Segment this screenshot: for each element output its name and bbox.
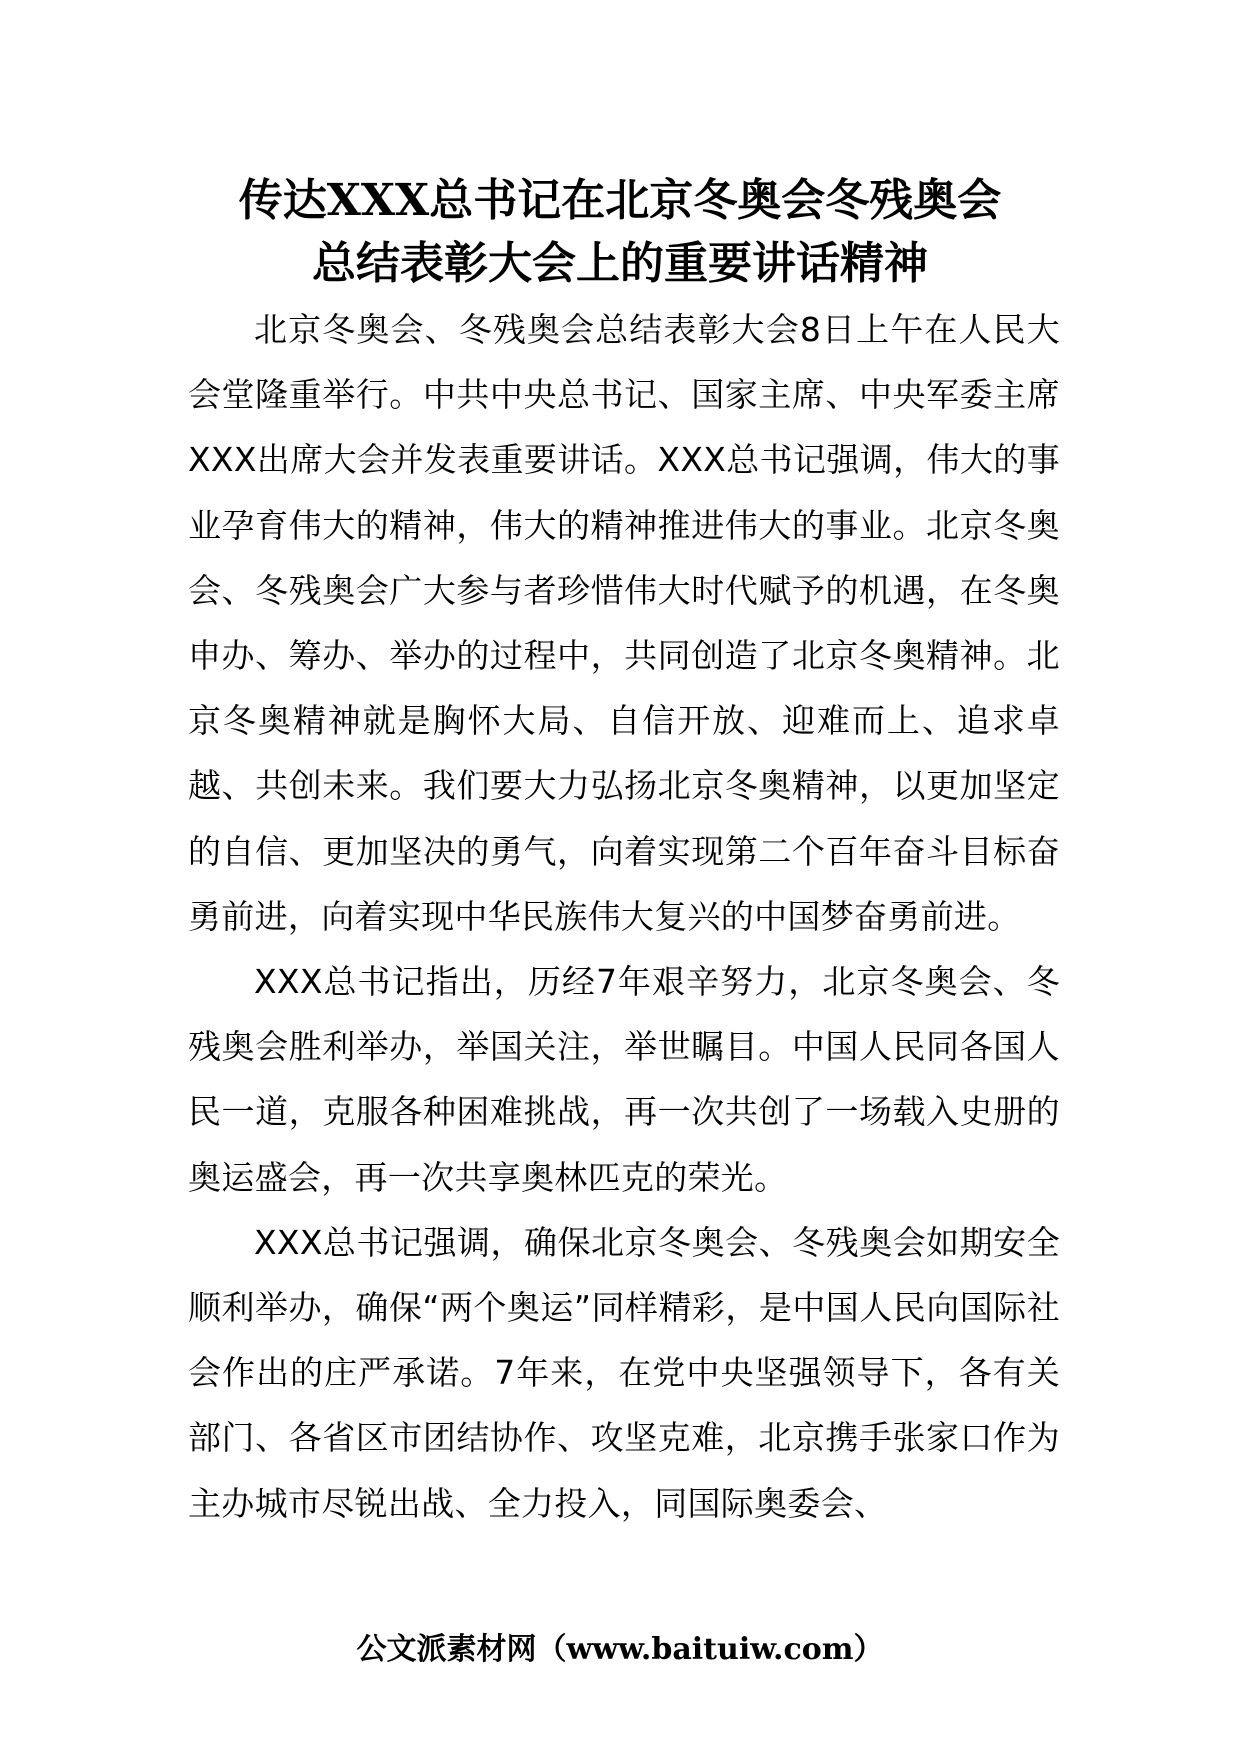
- document-title-line-2: 总结表彰大会上的重要讲话精神: [312, 238, 928, 289]
- paragraph-3: XXX总书记强调，确保北京冬奥会、冬残奥会如期安全顺利举办，确保“两个奥运”同样精彩，是中国人民向国际社会作出的庄严承诺。7年来，在党中央坚强领导下，各有关部门、各省区市团结协作、攻坚克难，北京携手张家口作为主办城市尽锐出战、全力投入，同国际奥委会、: [188, 1222, 1060, 1523]
- paragraph-1: 北京冬奥会、冬残奥会总结表彰大会8日上午在人民大会堂隆重举行。中共中央总书记、国家主席、中央军委主席XXX出席大会并发表重要讲话。XXX总书记强调，伟大的事业孕育伟大的精神，伟大的精神推进伟大的事业。北京冬奥会、冬残奥会广大参与者珍惜伟大时代赋予的机遇，在冬奥申办、筹办、举办的过程中，共同创造了北京冬奥精神。北京冬奥精神就是胸怀大局、自信开放、迎难而上、追求卓越、共创未来。我们要大力弘扬北京冬奥精神，以更加坚定的自信、更加坚决的勇气，向着实现第二个百年奋斗目标奋勇前进，向着实现中华民族伟大复兴的中国梦奋勇前进。: [188, 310, 1060, 936]
- document-title-line-1: 传达XXX总书记在北京冬奥会冬残奥会: [238, 175, 1002, 226]
- footer-watermark: 公文派素材网（www.baituiw.com）: [356, 1632, 884, 1667]
- paragraph-2: XXX总书记指出，历经7年艰辛努力，北京冬奥会、冬残奥会胜利举办，举国关注，举世瞩目。中国人民同各国人民一道，克服各种困难挑战，再一次共创了一场载入史册的奥运盛会，再一次共享奥林匹克的荣光。: [188, 962, 1060, 1197]
- document-body: [188, 297, 1060, 1536]
